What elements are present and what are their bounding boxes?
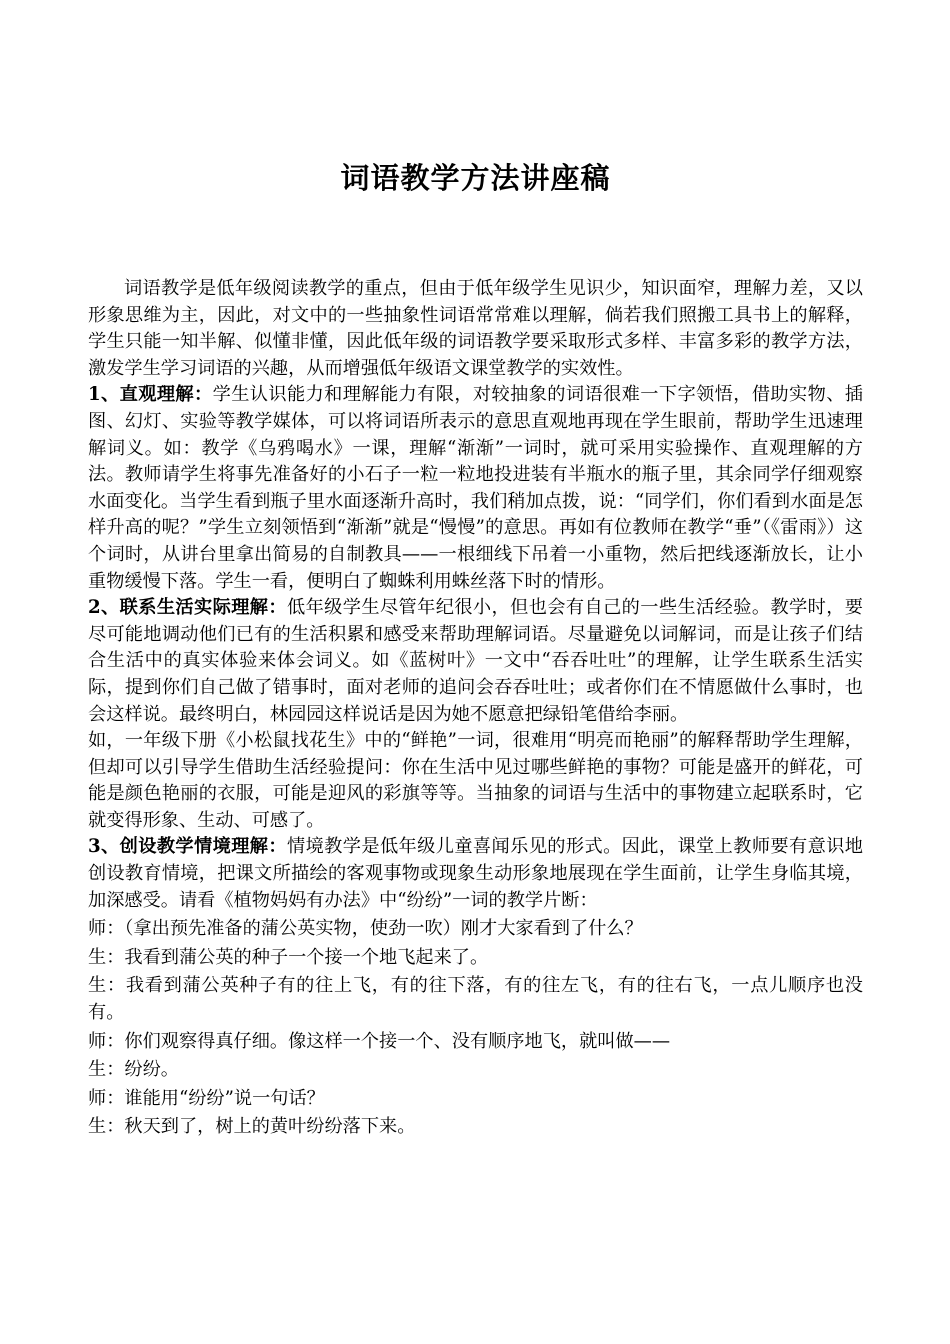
dialogue-line: 生：我看到蒲公英种子有的往上飞，有的往下落，有的往左飞，有的往右飞，一点儿顺序也没有。: [88, 975, 863, 1024]
dialogue-line: 生：纷纷。: [88, 1059, 179, 1081]
section-2-extra: 如，一年级下册《小松鼠找花生》中的“鲜艳”一词，很难用“明亮而艳丽”的解释帮助学生理解，但却可以引导学生借助生活经验提问：你在生活中见过哪些鲜艳的事物？可能是盛开的鲜花，可能是颜色艳丽的衣服，可能是迎风的彩旗等等。当抽象的词语与生活中的事物建立起联系时，它就变得形象、生动、可感了。: [88, 730, 863, 831]
document-title: 词语教学方法讲座稿: [340, 161, 611, 195]
section-3-heading: 3、创设教学情境理解：: [88, 836, 287, 858]
dialogue-line: 师：（拿出预先准备的蒲公英实物，使劲一吹）刚才大家看到了什么？: [88, 918, 643, 940]
section-2: [88, 595, 863, 728]
section-1-text: 学生认识能力和理解能力有限，对较抽象的词语很难一下字领悟，借助实物、插图、幻灯、实验等教学媒体，可以将词语所表示的意思直观地再现在学生眼前，帮助学生迅速理解词义。如：教学《乌鸦喝水》一课，理解“渐渐”一词时，就可采用实验操作、直观理解的方法。教师请学生将事先准备好的小石子一粒一粒地投进装有半瓶水的瓶子里，其余同学仔细观察水面变化。当学生看到瓶子里水面逐渐升高时，我们稍加点拨，说：“同学们，你们看到水面是怎样升高的呢？”学生立刻领悟到“渐渐”就是“慢慢”的意思。再如有位教师在教学“垂”（《雷雨》）这个词时，从讲台里拿出简易的自制教具——一根细线下吊着一小重物，然后把线逐渐放长，让小重物缓慢下落。学生一看，便明白了蜘蛛利用蛛丝落下时的情形。: [88, 384, 863, 592]
section-1-heading: 1、直观理解：: [88, 384, 213, 406]
section-3-text: 情境教学是低年级儿童喜闻乐见的形式。因此，课堂上教师要有意识地创设教育情境，把课文所描绘的客观事物或现象生动形象地展现在学生面前，让学生身临其境，加深感受。请看《植物妈妈有办法》中“纷纷”一词的教学片断：: [88, 836, 863, 911]
dialogue-line: 师：谁能用“纷纷”说一句话？: [88, 1087, 325, 1109]
section-2-heading: 2、联系生活实际理解：: [88, 597, 287, 619]
section-2-text: 低年级学生尽管年纪很小，但也会有自己的一些生活经验。教学时，要尽可能地调动他们已有的生活积累和感受来帮助理解词语。尽量避免以词解词，而是让孩子们结合生活中的真实体验来体会词义。如《蓝树叶》一文中“吞吞吐吐”的理解，让学生联系生活实际，提到你们自己做了错事时，面对老师的追问会吞吞吐吐；或者你们在不情愿做什么事时，也会这样说。最终明白，林园园这样说话是因为她不愿意把绿铅笔借给李丽。: [88, 597, 863, 725]
document-body: [88, 276, 863, 1141]
section-3: [88, 834, 863, 914]
dialogue-line: 生：我看到蒲公英的种子一个接一个地飞起来了。: [88, 946, 489, 968]
intro-paragraph: 词语教学是低年级阅读教学的重点，但由于低年级学生见识少，知识面窄，理解力差，又以形象思维为主，因此，对文中的一些抽象性词语常常难以理解，倘若我们照搬工具书上的解释，学生只能一知半解、似懂非懂，因此低年级的词语教学要采取形式多样、丰富多彩的教学方法，激发学生学习词语的兴趣，从而增强低年级语文课堂教学的实效性。: [88, 278, 863, 379]
section-1: [88, 382, 863, 595]
dialogue-line: 生：秋天到了，树上的黄叶纷纷落下来。: [88, 1116, 416, 1138]
dialogue-line: 师：你们观察得真仔细。像这样一个接一个、没有顺序地飞，就叫做——: [88, 1030, 671, 1052]
